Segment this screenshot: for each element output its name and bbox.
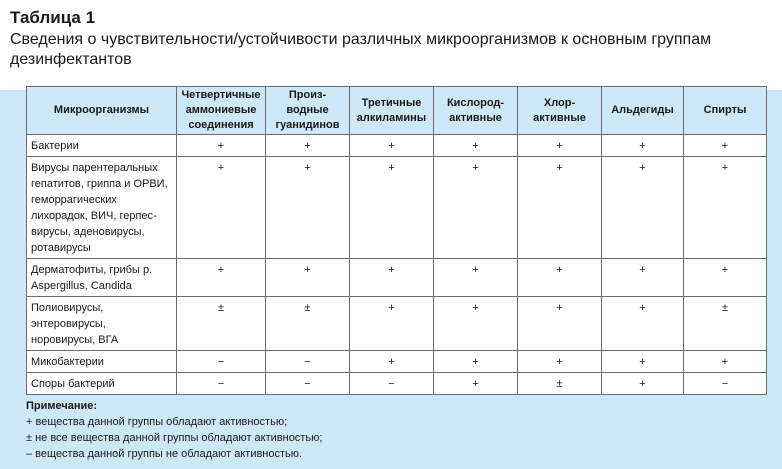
- header-aldehydes: Альдегиды: [602, 87, 684, 135]
- cell-mark: +: [602, 297, 684, 351]
- notes-heading: Примечание:: [26, 400, 98, 412]
- header-row: [27, 87, 767, 135]
- cell-mark: −: [266, 373, 350, 395]
- cell-mark: +: [602, 157, 684, 259]
- table-row: [27, 351, 767, 373]
- row-name: Вирусы парентеральных гепатитов, гриппа и ОРВИ, геморрагических лихорадок, ВИЧ, герпес-вирусы, аденовирусы, ротавирусы: [27, 157, 177, 259]
- cell-mark: +: [684, 135, 767, 157]
- table-subtitle: Сведения о чувствительности/устойчивости различных микроорганизмов к основным группам дезинфектантов: [10, 31, 712, 68]
- cell-mark: +: [602, 351, 684, 373]
- row-name: Споры бактерий: [27, 373, 177, 395]
- cell-mark: +: [684, 259, 767, 297]
- header-chlorine-active: Хлор-активные: [518, 87, 602, 135]
- cell-mark: +: [177, 157, 266, 259]
- cell-mark: +: [518, 297, 602, 351]
- table-row: [27, 135, 767, 157]
- header-guanidine-derivatives: Произ-водные гуанидинов: [266, 87, 350, 135]
- cell-mark: +: [434, 259, 518, 297]
- table-row: [27, 297, 767, 351]
- cell-mark: +: [177, 135, 266, 157]
- cell-mark: ±: [266, 297, 350, 351]
- cell-mark: +: [434, 297, 518, 351]
- cell-mark: +: [434, 351, 518, 373]
- cell-mark: +: [518, 351, 602, 373]
- note-line: – вещества данной группы не обладают активностью.: [26, 448, 303, 460]
- cell-mark: ±: [177, 297, 266, 351]
- header-oxygen-active: Кислород-активные: [434, 87, 518, 135]
- header-tertiary-alkylamines: Третичные алкиламины: [350, 87, 434, 135]
- note-line: + вещества данной группы обладают активностью;: [26, 416, 288, 428]
- cell-mark: +: [266, 259, 350, 297]
- cell-mark: +: [266, 157, 350, 259]
- cell-mark: +: [518, 135, 602, 157]
- cell-mark: +: [602, 135, 684, 157]
- cell-mark: ±: [518, 373, 602, 395]
- table-notes: [26, 398, 322, 462]
- cell-mark: +: [434, 135, 518, 157]
- row-name: Микобактерии: [27, 351, 177, 373]
- table-row: [27, 157, 767, 259]
- cell-mark: −: [177, 373, 266, 395]
- header-microorganisms: Микроорганизмы: [27, 87, 177, 135]
- header-quaternary-ammonium: Четвертичные аммониевые соединения: [177, 87, 266, 135]
- sensitivity-table: [26, 86, 767, 395]
- cell-mark: +: [602, 373, 684, 395]
- cell-mark: −: [177, 351, 266, 373]
- header-alcohols: Спирты: [684, 87, 767, 135]
- cell-mark: +: [350, 297, 434, 351]
- cell-mark: +: [684, 351, 767, 373]
- row-name: Полиовирусы, энтеровирусы, норовирусы, ВГА: [27, 297, 177, 351]
- cell-mark: +: [350, 157, 434, 259]
- cell-mark: +: [350, 351, 434, 373]
- table-row: [27, 373, 767, 395]
- cell-mark: +: [434, 157, 518, 259]
- cell-mark: −: [684, 373, 767, 395]
- cell-mark: +: [518, 157, 602, 259]
- cell-mark: +: [602, 259, 684, 297]
- table-title: Таблица 1: [10, 8, 96, 27]
- table-row: [27, 259, 767, 297]
- cell-mark: +: [350, 259, 434, 297]
- note-line: ± не все вещества данной группы обладают активностью;: [26, 432, 323, 444]
- cell-mark: +: [684, 157, 767, 259]
- row-name: Бактерии: [27, 135, 177, 157]
- cell-mark: −: [350, 373, 434, 395]
- cell-mark: +: [518, 259, 602, 297]
- cell-mark: −: [266, 351, 350, 373]
- cell-mark: +: [350, 135, 434, 157]
- cell-mark: +: [177, 259, 266, 297]
- cell-mark: ±: [684, 297, 767, 351]
- cell-mark: +: [434, 373, 518, 395]
- row-name: Дерматофиты, грибы р. Aspergillus, Candida: [27, 259, 177, 297]
- cell-mark: +: [266, 135, 350, 157]
